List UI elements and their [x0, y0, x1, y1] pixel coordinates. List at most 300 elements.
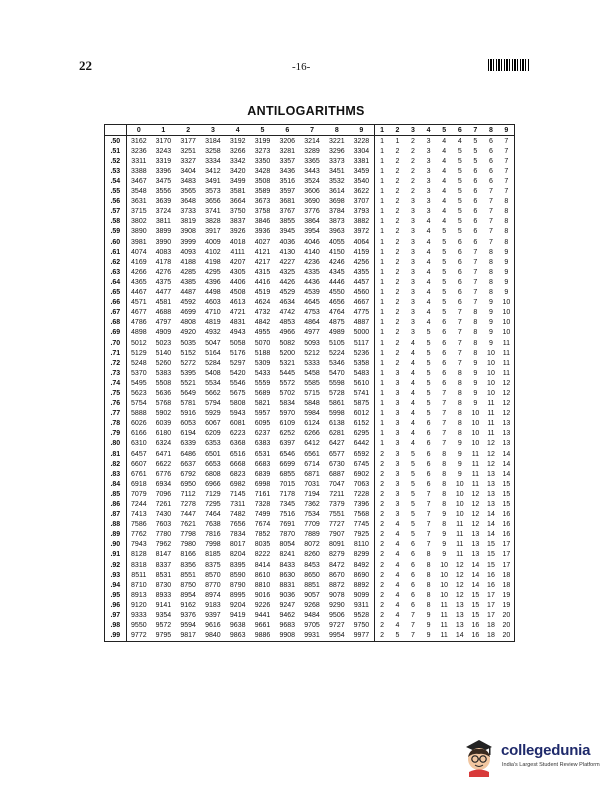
mean-diff-cell: 2 [395, 299, 400, 307]
antilog-cell: 4920 [180, 329, 196, 337]
mean-diff-cell: 3 [395, 511, 400, 519]
mean-diff-cell: 4 [426, 278, 431, 286]
row-label: .93 [110, 571, 121, 579]
table-row [105, 459, 515, 469]
mean-diff-cell: 8 [426, 601, 431, 609]
antilog-cell: 3199 [254, 137, 271, 145]
antilog-cell: 7482 [229, 511, 246, 519]
antilog-cell: 4819 [205, 319, 221, 327]
mean-diff-cell: 7 [473, 289, 478, 297]
mean-diff-cell: 3 [411, 289, 415, 297]
mean-diff-cell: 3 [395, 400, 400, 408]
mean-diff-cell: 3 [395, 369, 400, 377]
antilog-cell: 8395 [229, 561, 246, 569]
antilog-cell: 6281 [329, 430, 345, 438]
antilog-cell: 6592 [353, 450, 370, 458]
antilog-cell: 7362 [304, 501, 320, 509]
antilog-cell: 5728 [329, 389, 345, 397]
antilog-cell: 4130 [279, 248, 296, 256]
row-label: .73 [110, 369, 121, 377]
antilog-cell: 3311 [126, 156, 151, 166]
mean-diff-cell: 1 [374, 358, 390, 368]
mean-diff-cell: 11 [456, 521, 464, 529]
antilog-cell: 7031 [304, 480, 320, 488]
mean-diff-cell: 1 [374, 267, 390, 277]
antilog-cell: 3396 [155, 167, 172, 175]
mean-diff-cell: 7 [457, 319, 462, 327]
antilog-cell: 9183 [205, 601, 221, 609]
row-label: .85 [110, 490, 121, 498]
mean-diff-cell: 11 [502, 339, 511, 347]
mean-diff-cell: 11 [456, 541, 464, 549]
antilog-cell: 8204 [229, 551, 246, 559]
mean-diff-cell: 8 [442, 521, 447, 529]
antilog-cell: 6966 [205, 480, 221, 488]
antilog-cell: 4909 [155, 329, 172, 337]
antilog-cell: 7780 [155, 531, 172, 539]
antilog-cell: 5521 [180, 379, 196, 387]
antilog-cell: 4074 [126, 247, 151, 257]
mean-diff-cell: 1 [374, 388, 390, 398]
mean-diff-cell: 3 [395, 440, 400, 448]
antilog-cell: 8954 [180, 591, 196, 599]
mean-diff-cell: 6 [473, 167, 478, 175]
antilog-cell: 4710 [205, 309, 221, 317]
table-row [105, 288, 515, 298]
antilog-cell: 8375 [205, 561, 221, 569]
mean-diff-cell: 3 [395, 379, 400, 387]
antilog-cell: 5260 [155, 359, 172, 367]
page-title: ANTILOGARITHMS [247, 104, 365, 118]
antilog-cell: 5058 [229, 339, 246, 347]
antilog-cell: 3420 [229, 167, 246, 175]
antilog-cell: 8710 [126, 580, 151, 590]
mean-diff-cell: 7 [473, 268, 478, 276]
antilog-cell: 3412 [205, 167, 221, 175]
mean-diff-cell: 12 [502, 400, 511, 408]
mean-diff-cell: 9 [442, 531, 447, 539]
mean-diff-cell: 5 [457, 147, 462, 155]
table-row [105, 358, 515, 368]
table-row [105, 429, 515, 439]
antilog-cell: 8630 [279, 571, 296, 579]
row-label: .90 [110, 541, 121, 549]
antilog-cell: 3556 [155, 188, 172, 196]
mean-diff-cell: 9 [489, 339, 493, 347]
table-row [105, 631, 515, 642]
antilog-cell: 3715 [126, 207, 151, 217]
antilog-cell: 3428 [254, 167, 271, 175]
mean-diff-cell: 7 [504, 157, 509, 165]
antilog-cell: 5888 [126, 409, 151, 419]
mean-diff-cell: 6 [411, 601, 415, 609]
antilog-cell: 4055 [329, 238, 345, 246]
antilog-cell: 5675 [229, 389, 246, 397]
antilog-cell: 5984 [304, 410, 320, 418]
mean-diff-cell: 5 [457, 188, 462, 196]
mean-diff-cell: 2 [374, 550, 390, 560]
row-label: .65 [110, 289, 121, 297]
antilog-cell: 5395 [180, 369, 196, 377]
antilog-cell: 6982 [229, 480, 246, 488]
antilog-cell: 3750 [229, 208, 246, 216]
mean-diff-cell: 8 [473, 349, 478, 357]
row-label: .58 [110, 218, 121, 226]
antilog-cell: 4083 [155, 248, 172, 256]
antilog-cell: 3573 [205, 188, 221, 196]
mean-diff-cell: 6 [411, 591, 415, 599]
mean-diff-cell: 1 [374, 439, 390, 449]
logo-name: collegedunia [501, 742, 591, 759]
antilog-cell: 5794 [205, 400, 221, 408]
antilog-cell: 8551 [180, 571, 196, 579]
antilog-cell: 8433 [279, 561, 296, 569]
antilog-cell: 4355 [353, 268, 370, 276]
antilog-cell: 5272 [180, 359, 196, 367]
header-col-main: 4 [225, 125, 250, 136]
mean-diff-cell: 4 [426, 309, 431, 317]
mean-diff-cell: 5 [411, 521, 415, 529]
mean-diff-cell: 11 [456, 551, 464, 559]
mean-diff-cell: 2 [411, 178, 415, 186]
antilog-cell: 5152 [180, 349, 196, 357]
antilog-cell: 3177 [180, 137, 196, 145]
mean-diff-cell: 4 [411, 339, 415, 347]
mean-diff-cell: 15 [471, 612, 480, 620]
antilog-cell: 9162 [180, 601, 196, 609]
antilog-cell: 5875 [353, 400, 370, 408]
mean-diff-cell: 12 [455, 591, 464, 599]
mean-diff-cell: 14 [471, 581, 480, 589]
antilog-cell: 4295 [205, 268, 221, 276]
antilog-cell: 3855 [279, 218, 296, 226]
antilog-cell: 4375 [155, 278, 172, 286]
mean-diff-cell: 6 [411, 551, 415, 559]
antilog-cell: 9226 [254, 601, 271, 609]
antilog-cell: 3811 [155, 218, 171, 226]
mean-diff-cell: 6 [489, 157, 493, 165]
row-label: .69 [110, 329, 121, 337]
antilog-cell: 3882 [353, 218, 370, 226]
antilog-cell: 3767 [279, 208, 296, 216]
antilog-cell: 5333 [304, 359, 320, 367]
antilog-cell: 6761 [126, 469, 151, 479]
antilog-cell: 4955 [254, 329, 271, 337]
mean-diff-cell: 6 [426, 470, 431, 478]
mean-diff-cell: 8 [504, 218, 509, 226]
mean-diff-cell: 4 [426, 289, 431, 297]
mean-diff-cell: 7 [489, 198, 493, 206]
mean-diff-cell: 6 [489, 167, 493, 175]
antilog-cell: 4742 [279, 309, 296, 317]
mean-diff-cell: 9 [426, 612, 431, 620]
mean-diff-cell: 3 [395, 420, 400, 428]
mean-diff-cell: 2 [395, 147, 400, 155]
mean-diff-cell: 2 [395, 238, 400, 246]
antilog-cell: 3690 [304, 198, 320, 206]
antilog-cell: 6026 [126, 419, 151, 429]
antilog-cell: 6368 [229, 440, 246, 448]
mean-diff-cell: 8 [442, 450, 447, 458]
antilog-cell: 7674 [254, 521, 271, 529]
table-row [105, 227, 515, 237]
antilog-cell: 6918 [126, 479, 151, 489]
antilog-cell: 5585 [304, 379, 320, 387]
antilog-cell: 5546 [229, 379, 246, 387]
antilog-cell: 4842 [254, 319, 271, 327]
antilog-cell: 4227 [279, 258, 296, 266]
antilog-cell: 6397 [279, 440, 296, 448]
mean-diff-cell: 6 [442, 379, 447, 387]
mean-diff-cell: 10 [455, 501, 464, 509]
antilog-cell: 7603 [155, 521, 172, 529]
mean-diff-cell: 7 [457, 309, 462, 317]
antilog-cell: 5834 [279, 400, 296, 408]
antilog-cell: 8318 [126, 560, 151, 570]
mean-diff-cell: 4 [442, 137, 447, 145]
mean-diff-cell: 6 [473, 238, 478, 246]
mean-diff-cell: 8 [457, 420, 462, 428]
antilog-cell: 4027 [254, 238, 271, 246]
antilog-cell: 5082 [279, 339, 296, 347]
antilog-cell: 3319 [155, 157, 172, 165]
antilog-cell: 3589 [254, 188, 271, 196]
antilog-cell: 8356 [180, 561, 196, 569]
mean-diff-cell: 4 [442, 198, 447, 206]
antilog-cell: 7047 [329, 480, 345, 488]
mean-diff-cell: 6 [457, 248, 462, 256]
mean-diff-cell: 7 [426, 501, 431, 509]
mean-diff-cell: 8 [457, 400, 462, 408]
mean-diff-cell: 1 [374, 197, 390, 207]
antilog-cell: 5929 [205, 410, 221, 418]
antilog-cell: 3365 [304, 157, 320, 165]
mean-diff-cell: 6 [457, 289, 462, 297]
mean-diff-cell: 3 [411, 268, 415, 276]
antilog-cell: 9268 [304, 601, 320, 609]
antilog-cell: 8128 [126, 550, 151, 560]
mean-diff-cell: 5 [442, 289, 447, 297]
antilog-cell: 7178 [279, 490, 296, 498]
antilog-cell: 5346 [329, 359, 345, 367]
mean-diff-cell: 5 [442, 299, 447, 307]
table-row [105, 187, 515, 197]
header-col-diff: 5 [436, 125, 452, 136]
antilog-cell: 4266 [126, 267, 151, 277]
antilog-cell: 4102 [205, 248, 221, 256]
header-col-main: 8 [324, 125, 349, 136]
antilog-cell: 9376 [180, 612, 196, 620]
mean-diff-cell: 3 [426, 188, 431, 196]
mean-diff-cell: 9 [504, 258, 509, 266]
antilog-cell: 8750 [180, 581, 196, 589]
table-row [105, 257, 515, 267]
antilog-cell: 7430 [155, 511, 172, 519]
antilog-cell: 6427 [329, 440, 345, 448]
mean-diff-cell: 13 [471, 551, 480, 559]
mean-diff-cell: 8 [426, 551, 431, 559]
antilog-cell: 3733 [180, 208, 196, 216]
mean-diff-cell: 7 [411, 632, 415, 640]
mean-diff-cell: 10 [471, 420, 480, 428]
antilog-cell: 6166 [126, 429, 151, 439]
mean-diff-cell: 7 [504, 137, 509, 145]
antilog-cell: 3784 [329, 208, 345, 216]
antilog-cell: 9705 [304, 622, 320, 630]
row-label: .74 [110, 379, 121, 387]
mean-diff-cell: 5 [426, 410, 431, 418]
antilog-cell: 6209 [205, 430, 221, 438]
mean-diff-cell: 3 [411, 198, 415, 206]
antilog-cell: 9840 [205, 632, 221, 640]
table-row [105, 621, 515, 631]
mean-diff-cell: 8 [457, 369, 462, 377]
mean-diff-cell: 2 [374, 631, 390, 642]
mean-diff-cell: 11 [440, 612, 448, 620]
row-label: .68 [110, 319, 121, 327]
mean-diff-cell: 5 [411, 511, 415, 519]
mean-diff-cell: 5 [411, 470, 415, 478]
antilog-cell: 9120 [126, 600, 151, 610]
antilog-cell: 7691 [279, 521, 296, 529]
antilog-cell: 4764 [329, 309, 345, 317]
antilog-cell: 5610 [353, 379, 370, 387]
mean-diff-cell: 8 [457, 389, 462, 397]
antilog-cell: 9484 [304, 612, 320, 620]
antilog-cell: 4560 [353, 289, 370, 297]
mean-diff-cell: 7 [489, 208, 493, 216]
antilog-cell: 9247 [279, 601, 296, 609]
mean-diff-cell: 13 [455, 612, 464, 620]
mean-diff-cell: 14 [455, 632, 464, 640]
mean-diff-cell: 4 [442, 157, 447, 165]
mean-diff-cell: 13 [487, 480, 495, 488]
antilog-cell: 8054 [279, 541, 296, 549]
antilog-cell: 7396 [353, 501, 370, 509]
mean-diff-cell: 7 [442, 420, 447, 428]
mean-diff-cell: 10 [471, 430, 480, 438]
mean-diff-cell: 10 [440, 561, 449, 569]
table-row [105, 520, 515, 530]
mean-diff-cell: 6 [426, 450, 431, 458]
antilog-cell: 4487 [180, 289, 196, 297]
row-label: .84 [110, 480, 121, 488]
table-row [105, 530, 515, 540]
antilog-cell: 3499 [229, 178, 246, 186]
row-label: .70 [110, 339, 121, 347]
antilog-cell: 8872 [329, 581, 345, 589]
antilog-cell: 3622 [353, 188, 370, 196]
mean-diff-cell: 12 [502, 410, 511, 418]
antilog-cell: 4529 [279, 289, 296, 297]
antilog-cell: 7638 [205, 521, 221, 529]
antilog-cell: 3459 [353, 167, 370, 175]
mean-diff-cell: 8 [442, 470, 447, 478]
antilog-cell: 6138 [329, 420, 345, 428]
antilog-cell: 3802 [126, 217, 151, 227]
mean-diff-cell: 2 [395, 349, 400, 357]
antilog-cell: 5236 [353, 349, 370, 357]
header-col-diff: 2 [390, 125, 406, 136]
mean-diff-cell: 2 [374, 600, 390, 610]
antilog-cell: 6194 [180, 430, 196, 438]
table-row [105, 499, 515, 509]
antilog-cell: 4519 [254, 289, 271, 297]
table-body [105, 136, 515, 642]
mean-diff-cell: 13 [502, 420, 511, 428]
antilog-cell: 9661 [254, 622, 271, 630]
antilog-cell: 9078 [329, 591, 345, 599]
table-row [105, 308, 515, 318]
mean-diff-cell: 1 [374, 187, 390, 197]
mean-diff-cell: 4 [442, 218, 447, 226]
row-label: .72 [110, 359, 121, 367]
antilog-cell: 8790 [229, 581, 246, 589]
mean-diff-cell: 3 [426, 147, 431, 155]
mean-diff-cell: 11 [471, 450, 479, 458]
mean-diff-cell: 11 [456, 531, 464, 539]
mean-diff-cell: 5 [442, 248, 447, 256]
antilog-cell: 4121 [254, 248, 271, 256]
antilog-cell: 8974 [205, 591, 221, 599]
mean-diff-cell: 3 [411, 218, 415, 226]
mean-diff-cell: 4 [395, 612, 400, 620]
mean-diff-cell: 3 [395, 410, 400, 418]
mean-diff-cell: 16 [487, 581, 495, 589]
mean-diff-cell: 2 [374, 459, 390, 469]
antilog-cell: 6776 [155, 470, 172, 478]
antilog-cell: 4426 [279, 278, 296, 286]
antilog-cell: 7145 [229, 490, 246, 498]
mean-diff-cell: 2 [374, 520, 390, 530]
mean-diff-cell: 2 [411, 188, 415, 196]
antilog-cell: 4140 [304, 248, 320, 256]
mean-diff-cell: 11 [440, 632, 448, 640]
antilog-cell: 6714 [304, 460, 320, 468]
antilog-cell: 9594 [180, 622, 196, 630]
mean-diff-cell: 1 [374, 156, 390, 166]
mean-diff-cell: 2 [374, 489, 390, 499]
antilog-cell: 7228 [353, 490, 370, 498]
antilog-cell: 7413 [126, 510, 151, 520]
mean-diff-cell: 1 [374, 166, 390, 176]
antilog-cell: 4018 [229, 238, 246, 246]
antilog-cell: 6081 [229, 420, 246, 428]
antilog-cell: 3273 [254, 147, 271, 155]
antilog-cell: 6998 [254, 480, 271, 488]
mean-diff-cell: 7 [442, 389, 447, 397]
mean-diff-cell: 5 [457, 178, 462, 186]
mean-diff-cell: 8 [426, 591, 431, 599]
mean-diff-cell: 8 [426, 581, 431, 589]
mean-diff-cell: 13 [502, 440, 511, 448]
antilog-cell: 8995 [229, 591, 246, 599]
mean-diff-cell: 1 [374, 237, 390, 247]
mean-diff-cell: 2 [395, 248, 400, 256]
mean-diff-cell: 8 [489, 289, 493, 297]
mean-diff-cell: 5 [426, 329, 431, 337]
mean-diff-cell: 6 [473, 188, 478, 196]
mean-diff-cell: 8 [489, 248, 493, 256]
mean-diff-cell: 1 [374, 207, 390, 217]
antilog-cell: 4111 [230, 248, 245, 256]
mean-diff-cell: 5 [426, 339, 431, 347]
table-row [105, 469, 515, 479]
antilog-cell: 8511 [126, 570, 151, 580]
mean-diff-cell: 6 [457, 258, 462, 266]
antilog-cell: 3936 [254, 228, 271, 236]
antilog-cell: 4977 [304, 329, 320, 337]
